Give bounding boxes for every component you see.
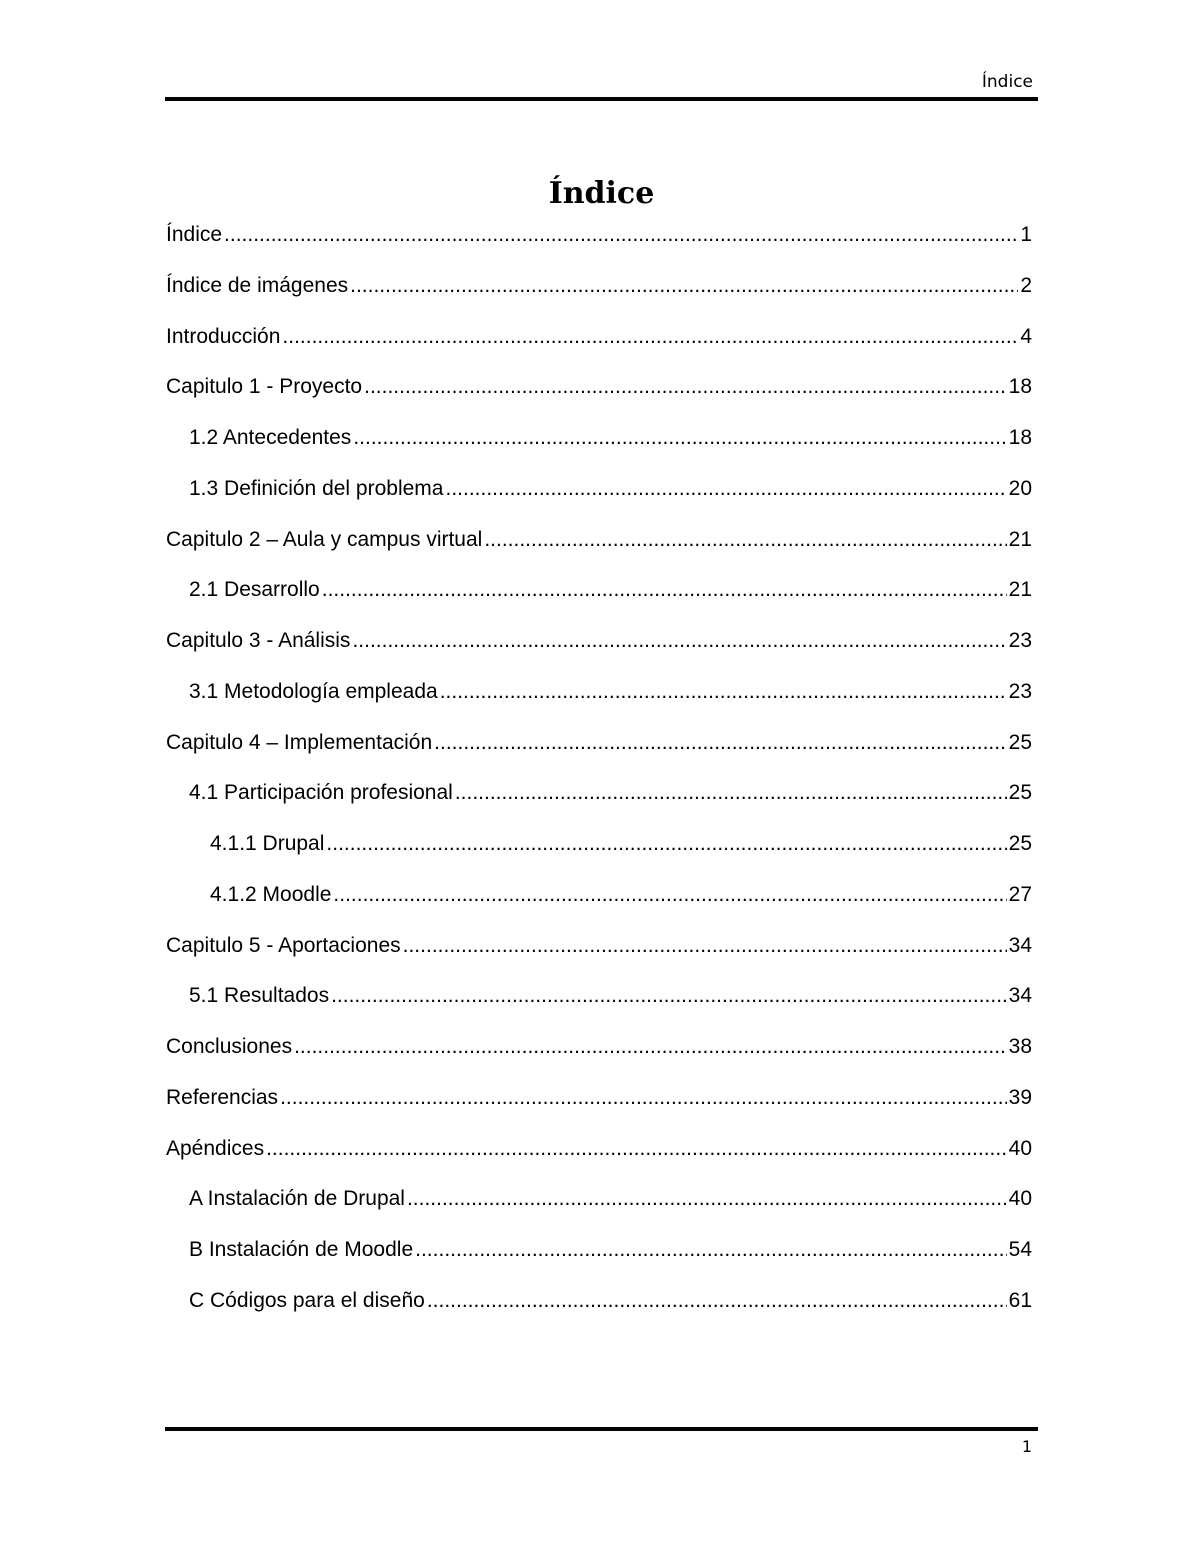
table-of-contents	[166, 218, 1032, 1335]
toc-entry-label: 5.1 Resultados	[189, 984, 330, 1008]
toc-entry-label: Conclusiones	[166, 1035, 293, 1058]
toc-entry[interactable]	[166, 726, 1032, 777]
toc-entry[interactable]	[166, 1081, 1032, 1132]
toc-entry-label: Introducción	[166, 324, 281, 348]
toc-dot-leader	[455, 776, 1007, 810]
toc-entry-page: 1	[1020, 223, 1032, 246]
toc-entry-page: 23	[1008, 679, 1032, 703]
toc-dot-leader	[224, 218, 1018, 252]
toc-entry[interactable]	[166, 1030, 1032, 1081]
toc-entry-label: Capitulo 2 – Aula y campus virtual	[166, 527, 483, 551]
toc-entry[interactable]	[166, 878, 1032, 929]
toc-dot-leader	[294, 1030, 1007, 1064]
toc-dot-leader	[326, 827, 1006, 861]
toc-dot-leader	[333, 878, 1006, 912]
toc-dot-leader	[427, 1284, 1007, 1318]
toc-entry-label: Capitulo 3 - Análisis	[166, 629, 351, 652]
toc-entry-page: 61	[1008, 1288, 1032, 1312]
toc-entry-page: 34	[1008, 984, 1032, 1008]
toc-dot-leader	[445, 472, 1006, 506]
toc-dot-leader	[484, 523, 1006, 557]
toc-entry-page: 39	[1008, 1085, 1032, 1109]
toc-entry-page: 34	[1008, 933, 1032, 957]
toc-dot-leader	[364, 370, 1007, 404]
toc-entry-page: 23	[1008, 629, 1032, 652]
toc-entry-label: 1.3 Definición del problema	[189, 476, 444, 500]
toc-entry-label: 1.2 Antecedentes	[189, 426, 352, 449]
toc-entry-page: 21	[1008, 578, 1032, 602]
toc-entry-label: Apéndices	[166, 1136, 265, 1160]
toc-entry-label: Capitulo 1 - Proyecto	[166, 375, 363, 399]
header-rule	[165, 97, 1038, 101]
toc-entry-label: 2.1 Desarrollo	[189, 578, 320, 602]
toc-dot-leader	[352, 624, 1006, 658]
toc-entry-page: 25	[1008, 832, 1032, 855]
toc-entry[interactable]	[166, 523, 1032, 574]
toc-entry-page: 25	[1008, 781, 1032, 805]
toc-entry[interactable]	[166, 979, 1032, 1030]
toc-entry[interactable]	[166, 370, 1032, 421]
toc-entry-label: 4.1 Participación profesional	[189, 781, 453, 805]
toc-dot-leader	[266, 1132, 1007, 1166]
toc-dot-leader	[331, 979, 1007, 1013]
toc-entry-page: 4	[1020, 324, 1032, 348]
toc-dot-leader	[434, 726, 1006, 760]
toc-entry-page: 54	[1008, 1238, 1032, 1261]
toc-entry-label: Capitulo 4 – Implementación	[166, 730, 433, 754]
toc-entry[interactable]	[166, 269, 1032, 320]
toc-dot-leader	[282, 320, 1018, 354]
toc-entry[interactable]	[166, 776, 1032, 827]
toc-entry[interactable]	[166, 421, 1032, 472]
toc-entry[interactable]	[166, 1182, 1032, 1233]
toc-entry-label: 3.1 Metodología empleada	[189, 679, 438, 703]
toc-entry[interactable]	[166, 675, 1032, 726]
toc-entry-label: Índice de imágenes	[166, 273, 349, 297]
toc-entry-label: 4.1.2 Moodle	[210, 882, 332, 906]
toc-heading: Índice	[548, 176, 655, 211]
toc-entry-label: 4.1.1 Drupal	[210, 832, 325, 855]
toc-entry[interactable]	[166, 1233, 1032, 1284]
toc-entry-page: 38	[1008, 1035, 1032, 1058]
toc-entry-page: 40	[1008, 1187, 1032, 1211]
toc-entry-page: 2	[1020, 273, 1032, 297]
toc-entry[interactable]	[166, 1132, 1032, 1183]
toc-entry[interactable]	[166, 320, 1032, 371]
toc-dot-leader	[322, 573, 1007, 607]
toc-entry-page: 18	[1008, 375, 1032, 399]
toc-dot-leader	[353, 421, 1006, 455]
toc-entry-page: 21	[1008, 527, 1032, 551]
toc-dot-leader	[415, 1233, 1007, 1267]
toc-entry-page: 20	[1008, 476, 1032, 500]
toc-entry-page: 25	[1008, 730, 1032, 754]
page-number: 1	[1021, 1437, 1032, 1456]
toc-entry[interactable]	[166, 472, 1032, 523]
toc-dot-leader	[280, 1081, 1007, 1115]
toc-entry[interactable]	[166, 929, 1032, 980]
toc-dot-leader	[440, 675, 1007, 709]
running-header-title: Índice	[981, 72, 1033, 92]
toc-entry-label: Referencias	[166, 1085, 279, 1109]
toc-entry-label: Índice	[166, 223, 223, 246]
toc-entry[interactable]	[166, 218, 1032, 269]
toc-entry[interactable]	[166, 573, 1032, 624]
toc-entry-page: 27	[1008, 882, 1032, 906]
toc-entry[interactable]	[166, 827, 1032, 878]
toc-entry-label: C Códigos para el diseño	[189, 1288, 425, 1312]
toc-entry[interactable]	[166, 624, 1032, 675]
toc-dot-leader	[350, 269, 1018, 303]
toc-entry-page: 40	[1008, 1136, 1032, 1160]
toc-dot-leader	[407, 1182, 1007, 1216]
toc-entry-label: Capitulo 5 - Aportaciones	[166, 933, 401, 957]
footer-rule	[165, 1427, 1038, 1431]
toc-entry-page: 18	[1008, 426, 1032, 449]
toc-dot-leader	[403, 929, 1007, 963]
toc-entry-label: B Instalación de Moodle	[189, 1238, 414, 1261]
toc-entry-label: A Instalación de Drupal	[189, 1187, 405, 1211]
toc-entry[interactable]	[166, 1284, 1032, 1335]
